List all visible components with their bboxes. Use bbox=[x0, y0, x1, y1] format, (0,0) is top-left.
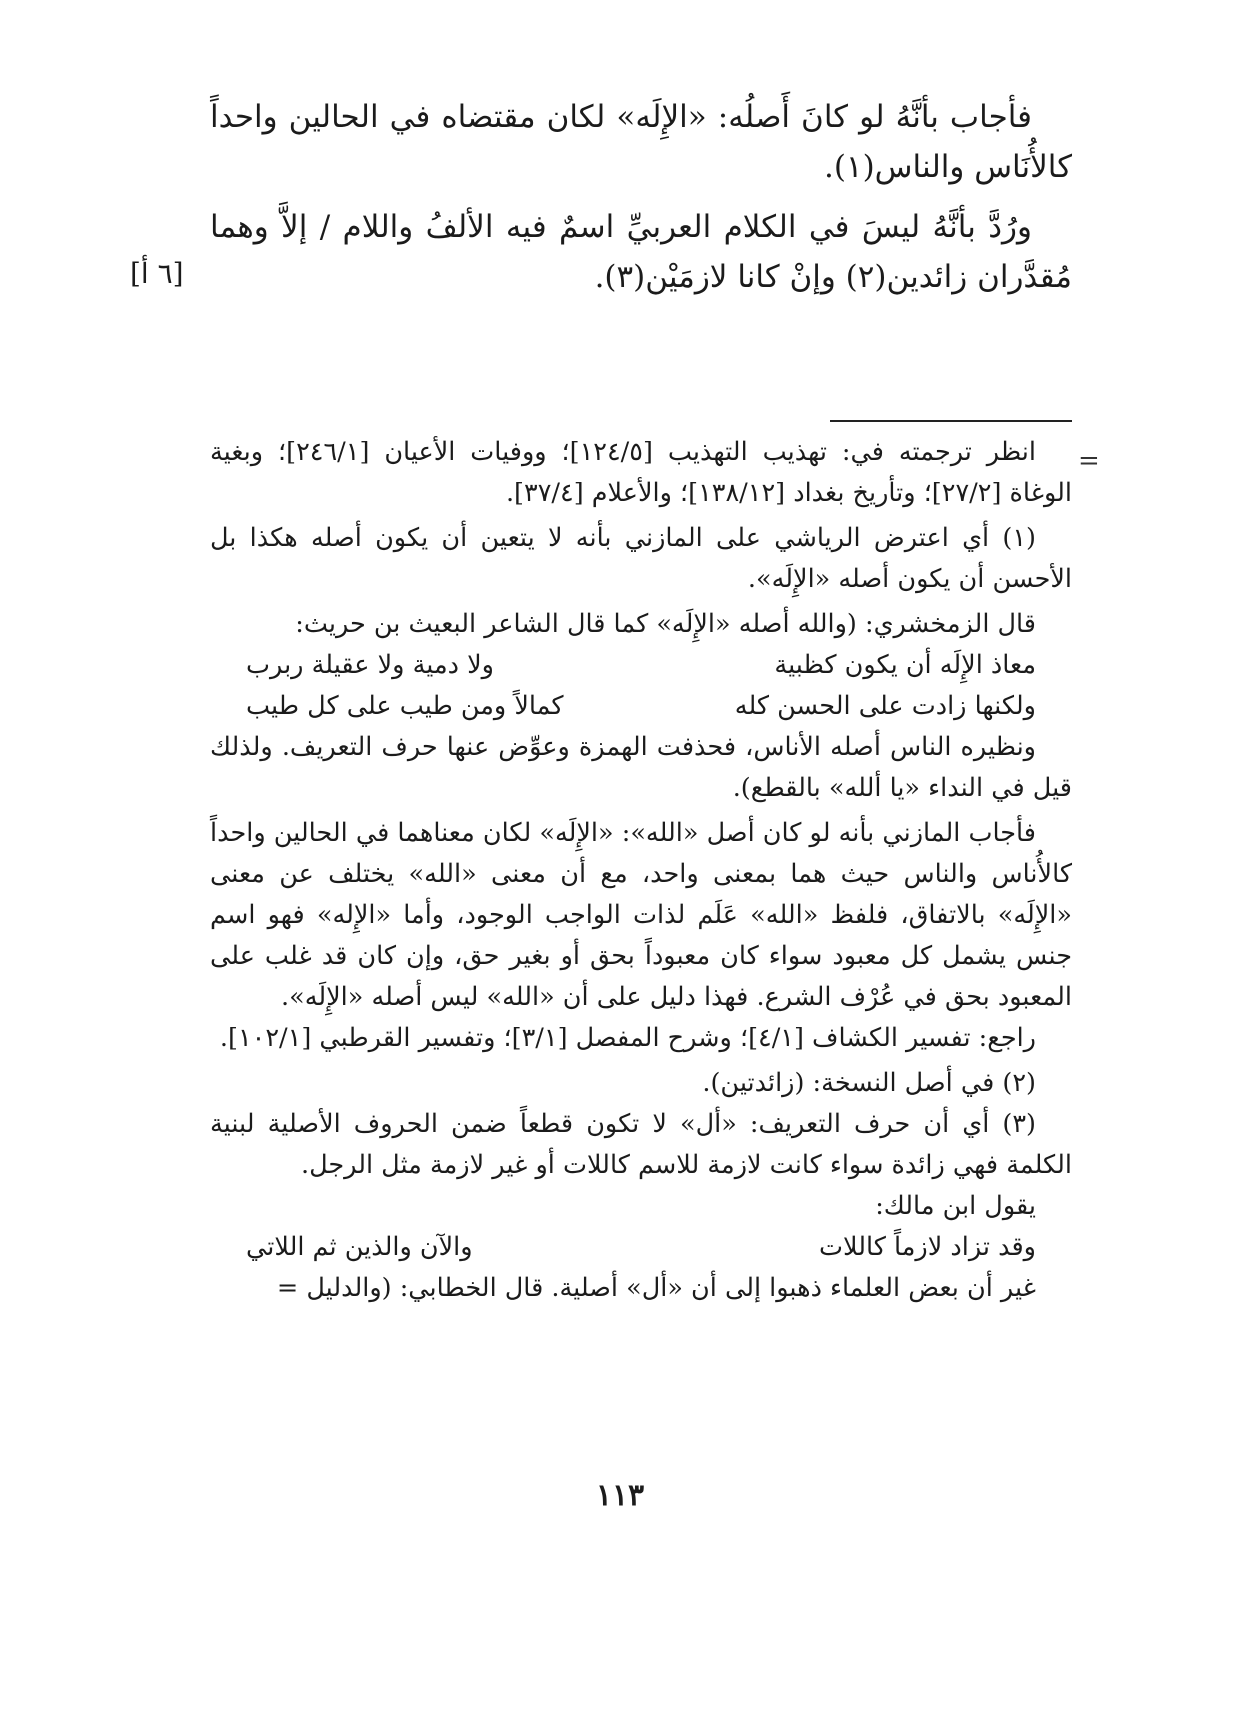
page-number: ١١٣ bbox=[595, 1478, 645, 1513]
footnote-line: راجع: تفسير الكشاف [٤/١]؛ وشرح المفصل [٣/١]؛ وتفسير القرطبي [١٠٢/١]. bbox=[219, 1023, 1036, 1053]
main-paragraph-1: فأجاب بأنَّهُ لو كانَ أَصلُه: «الإِلَه» لكان مقتضاه في الحالين واحداً كالأُنَاس والناس(١). bbox=[210, 99, 1072, 185]
footnote-line: (٢) في أصل النسخة: (زائدتين). bbox=[702, 1068, 1036, 1098]
verse-line bbox=[210, 1227, 1072, 1268]
verse-line bbox=[210, 645, 1072, 686]
verse-hemistich: والآن والذين ثم اللاتي bbox=[246, 1232, 473, 1262]
footnote-line: (٣) أي أن حرف التعريف: «أل» لا تكون قطعاً ضمن الحروف الأصلية لبنية الكلمة فهي زائدة سواء كانت لازمة للاسم كاللات أو غير لازمة مثل الرجل. bbox=[210, 1109, 1072, 1180]
footnote-separator bbox=[830, 420, 1072, 422]
verse-line bbox=[210, 686, 1072, 727]
verse-hemistich: وقد تزاد لازماً كاللات bbox=[819, 1232, 1036, 1262]
footnotes bbox=[210, 432, 1072, 1309]
main-paragraph-2: ورُدَّ بأنَّهُ ليسَ في الكلام العربيِّ اسمٌ فيه الألفُ واللام / إلاَّ وهما مُقدَّران زائدين(٢) وإنْ كانا لازمَيْن(٣). bbox=[210, 209, 1072, 295]
manuscript-folio-marker: [٦ أ] bbox=[130, 257, 184, 290]
verse-hemistich: ولكنها زادت على الحسن كله bbox=[734, 691, 1036, 721]
verse-hemistich: كمالاً ومن طيب على كل طيب bbox=[246, 691, 564, 721]
verse-hemistich: معاذ الإِلَه أن يكون كظبية bbox=[774, 650, 1036, 680]
footnote-line: قال الزمخشري: (والله أصله «الإِلَه» كما قال الشاعر البعيث بن حريث: bbox=[295, 609, 1036, 639]
verse-hemistich: ولا دمية ولا عقيلة ربرب bbox=[246, 650, 494, 680]
footnote-line: فأجاب المازني بأنه لو كان أصل «الله»: «الإِلَه» لكان معناهما في الحالين واحداً كالأُناس والناس حيث هما بمعنى واحد، مع أن معنى «الله» يختلف عن معنى «الإِلَه» بالاتفاق، فلفظ «الله» عَلَم لذات الواجب الوجود، وأما «الإِله» فهو اسم جنس يشمل كل معبود سواء كان معبوداً بحق أو بغير حق، وإن كان قد غلب على المعبود بحق في عُرْف الشرع. فهذا دليل على أن «الله» ليس أصله «الإِلَه». bbox=[210, 818, 1072, 1012]
footnote-line: غير أن بعض العلماء ذهبوا إلى أن «أل» أصلية. قال الخطابي: (والدليل = bbox=[276, 1273, 1036, 1303]
footnote-line: يقول ابن مالك: bbox=[875, 1191, 1036, 1221]
footnote-line: ونظيره الناس أصله الأناس، فحذفت الهمزة وعوِّض عنها حرف التعريف. ولذلك قيل في النداء «يا ألله» بالقطع). bbox=[210, 732, 1072, 803]
footnote-continuation-mark: = bbox=[1078, 446, 1100, 476]
footnote-line: انظر ترجمته في: تهذيب التهذيب [١٢٤/٥]؛ ووفيات الأعيان [٢٤٦/١]؛ وبغية الوغاة [٢٧/٢]؛ وتأريخ بغداد [١٣٨/١٢]؛ والأعلام [٣٧/٤]. bbox=[210, 437, 1072, 508]
footnote-line: (١) أي اعترض الرياشي على المازني بأنه لا يتعين أن يكون أصله هكذا بل الأحسن أن يكون أصله «الإِلَه». bbox=[210, 523, 1072, 594]
main-text bbox=[210, 92, 1072, 312]
